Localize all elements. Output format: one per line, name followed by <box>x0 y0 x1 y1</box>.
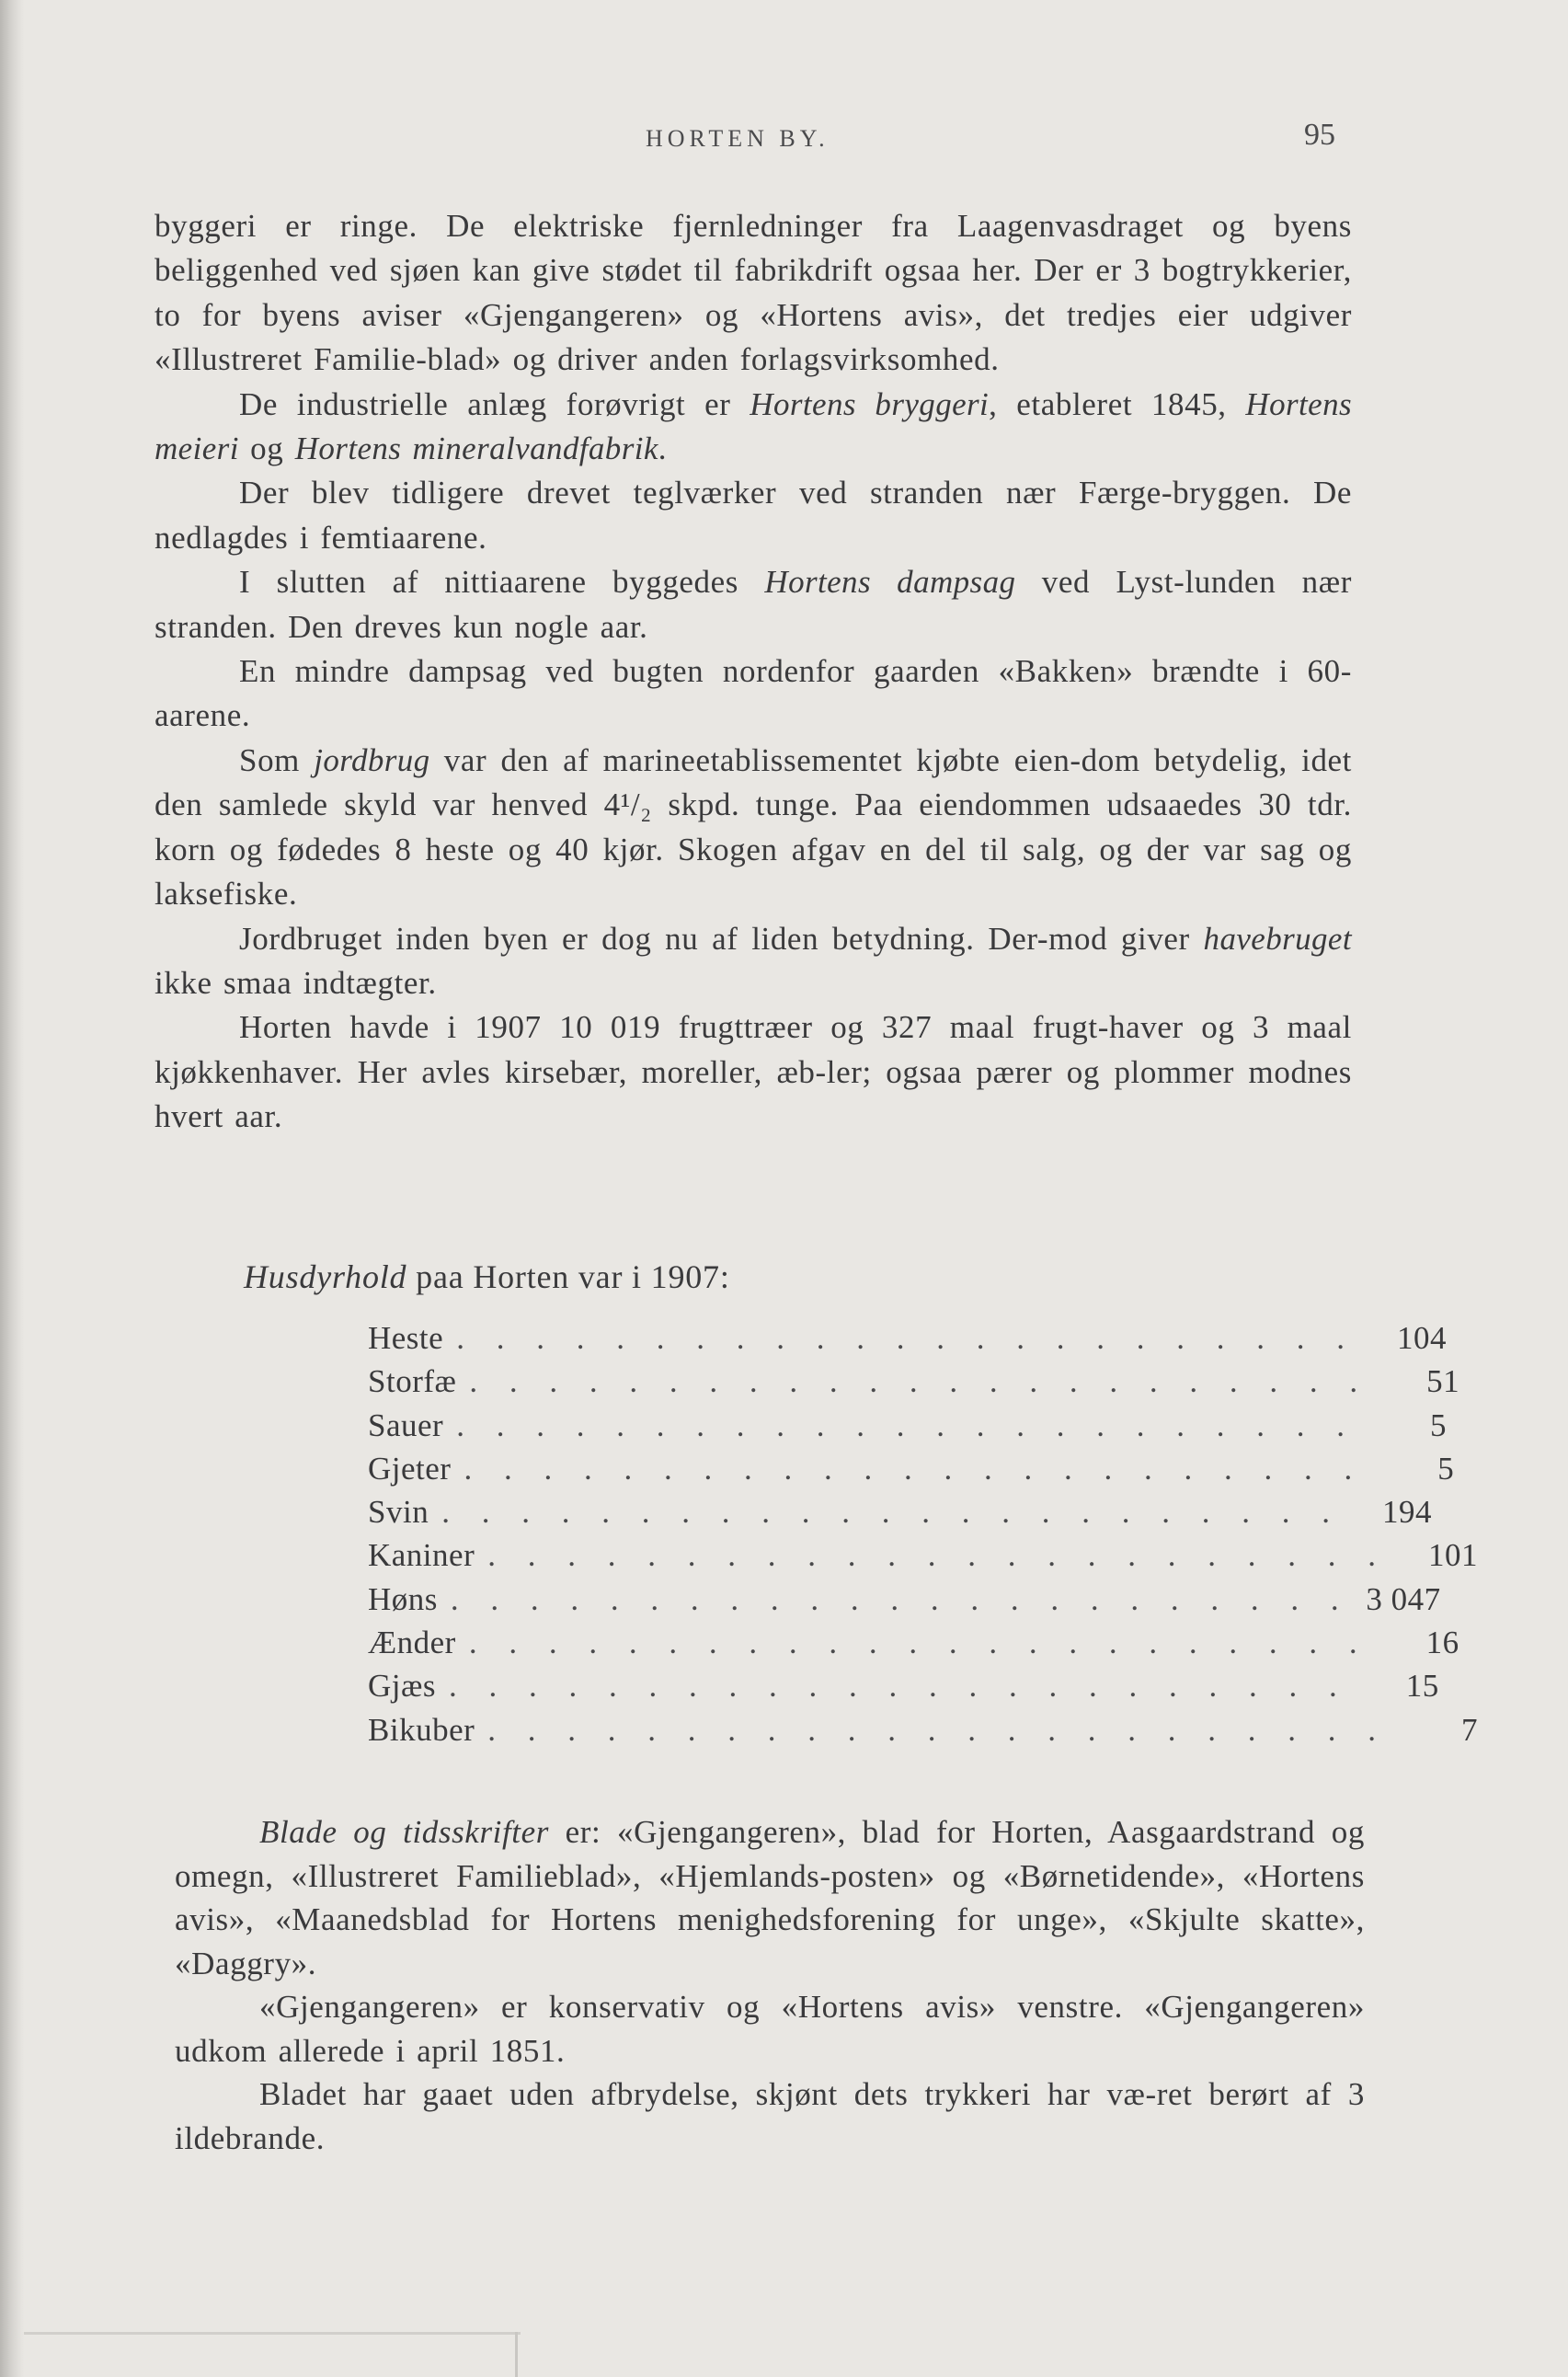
livestock-row <box>368 1580 1441 1625</box>
livestock-count: 16 <box>1425 1625 1459 1661</box>
livestock-row <box>368 1537 1478 1580</box>
livestock-row <box>368 1625 1459 1668</box>
page-edge-mark <box>515 2332 518 2377</box>
italic-term: Blade og tidsskrifter <box>259 1814 549 1850</box>
leader-dots: . . . . . . . . . . . . . . . . . . . . . . . <box>456 1320 1356 1356</box>
livestock-name: Svin <box>368 1494 429 1531</box>
italic-term: Hortens dampsag <box>764 564 1016 601</box>
livestock-count: 5 <box>1429 1407 1447 1443</box>
leader-dots: . . . . . . . . . . . . . . . . . . . . . . . <box>487 1537 1388 1574</box>
leader-dots: . . . . . . . . . . . . . . . . . . . . . . . <box>487 1711 1389 1748</box>
livestock-row <box>368 1450 1455 1494</box>
paragraph-industry-2: De industrielle anlæg forøvrigt er Hortens bryggeri, etableret 1845, Hortens meieri og Hortens mineralvandfabrik. <box>155 385 1352 467</box>
leader-dots: . . . . . . . . . . . . . . . . . . . . . . . <box>450 1580 1351 1617</box>
body-text <box>155 204 1352 1140</box>
italic-term: Hortens mineralvandfabrik <box>294 431 658 467</box>
livestock-row <box>368 1363 1460 1407</box>
paragraph-brickworks: Der blev tidligere drevet teglværker ved stranden nær Færge-bryggen. De nedlagdes i femtiaarene. <box>155 475 1352 556</box>
paragraph-industry-1: byggeri er ringe. De elektriske fjernledninger fra Laagenvasdraget og byens beliggenhed ved sjøen kan give stødet til fabrikdrift ogsaa her. Der er 3 bogtrykkerier, to for byens aviser «Gjengangeren» og «Hortens avis», det tredjes eier udgiver «Illustreret Familie-blad» og driver anden forlagsvirksomhed. <box>155 208 1352 378</box>
leader-dots: . . . . . . . . . . . . . . . . . . . . . . . <box>469 1363 1370 1400</box>
leader-dots: . . . . . . . . . . . . . . . . . . . . . . . <box>468 1625 1369 1661</box>
leader-dots: . . . . . . . . . . . . . . . . . . . . . . . <box>441 1494 1342 1531</box>
livestock-title: Husdyrhold paa Horten var i 1907: <box>244 1258 730 1295</box>
livestock-name: Bikuber <box>368 1711 475 1748</box>
paragraph-politics: «Gjengangeren» er konservativ og «Hortens avis» venstre. «Gjengangeren» udkom allerede i april 1851. <box>175 1989 1365 2069</box>
italic-term: Hortens bryggeri <box>750 385 990 422</box>
italic-term: Hortens meieri <box>155 385 1352 467</box>
livestock-count: 15 <box>1405 1668 1439 1705</box>
paragraph-small-sawmill: En mindre dampsag ved bugten nordenfor gaarden «Bakken» brændte i 60-aarene. <box>155 653 1352 734</box>
livestock-count: 101 <box>1427 1537 1478 1574</box>
livestock-count: 7 <box>1461 1711 1479 1748</box>
livestock-name: Kaniner <box>368 1537 475 1574</box>
paragraph-agriculture: Som jordbrug var den af marineetablissementet kjøbte eien-dom betydelig, idet den samlede skyld var henved 4¹/₂ skpd. tunge. Paa eiendommen udsaaedes 30 tdr. korn og fødedes 8 heste og 40 kjør. Skogen afgav en del til salg, og der var sag og laksefiske. <box>155 741 1353 913</box>
press-section <box>175 1810 1365 2160</box>
italic-term: havebruget <box>1203 920 1352 957</box>
page-header <box>0 118 1568 164</box>
livestock-name: Heste <box>368 1320 444 1356</box>
paragraph-fruit: Horten havde i 1907 10 019 frugttræer og 327 maal frugt-haver og 3 maal kjøkkenhaver. Her avles kirsebær, moreller, æb-ler; ogsaa pærer og plommer modnes hvert aar. <box>155 1009 1352 1135</box>
livestock-count: 5 <box>1437 1450 1455 1487</box>
livestock-count: 194 <box>1381 1494 1432 1531</box>
livestock-table <box>368 1320 1479 1755</box>
livestock-row <box>368 1711 1479 1755</box>
livestock-name: Storfæ <box>368 1363 457 1400</box>
livestock-count: 51 <box>1426 1363 1460 1400</box>
italic-term: Husdyrhold <box>244 1258 407 1295</box>
livestock-name: Gjeter <box>368 1450 452 1487</box>
paragraph-sawmill: I slutten af nittiaarene byggedes Hortens dampsag ved Lyst-lunden nær stranden. Den dreves kun nogle aar. <box>155 564 1352 645</box>
italic-term: jordbrug <box>314 741 430 778</box>
livestock-count: 104 <box>1396 1320 1447 1356</box>
leader-dots: . . . . . . . . . . . . . . . . . . . . . . . <box>464 1450 1365 1487</box>
livestock-name: Ænder <box>368 1625 456 1661</box>
running-head: HORTEN BY. <box>646 125 830 152</box>
leader-dots: . . . . . . . . . . . . . . . . . . . . . . . <box>448 1668 1349 1705</box>
livestock-row <box>368 1668 1439 1711</box>
page-edge-rule <box>24 2332 521 2335</box>
page-number: 95 <box>1304 118 1335 152</box>
livestock-name: Gjæs <box>368 1668 436 1705</box>
page-spine-shadow <box>0 0 24 2377</box>
leader-dots: . . . . . . . . . . . . . . . . . . . . . . . <box>456 1407 1356 1443</box>
livestock-row <box>368 1494 1432 1537</box>
livestock-count: 3 047 <box>1366 1580 1441 1617</box>
paragraph-newspapers: Blade og tidsskrifter er: «Gjengangeren», blad for Horten, Aasgaardstrand og omegn, «Illustreret Familieblad», «Hjemlands-posten» og «Børnetidende», «Hortens avis», «Maanedsblad for Hortens menighedsforening for unge», «Skjulte skatte», «Daggry». <box>175 1814 1365 1981</box>
paragraph-gardening: Jordbruget inden byen er dog nu af liden betydning. Der-mod giver havebruget ikke smaa indtægter. <box>155 920 1352 1001</box>
paragraph-history: Bladet har gaaet uden afbrydelse, skjønt dets trykkeri har væ-ret berørt af 3 ildebrande. <box>175 2076 1365 2156</box>
livestock-row <box>368 1407 1447 1451</box>
livestock-name: Sauer <box>368 1407 444 1443</box>
livestock-name: Høns <box>368 1580 438 1617</box>
livestock-row <box>368 1320 1447 1363</box>
